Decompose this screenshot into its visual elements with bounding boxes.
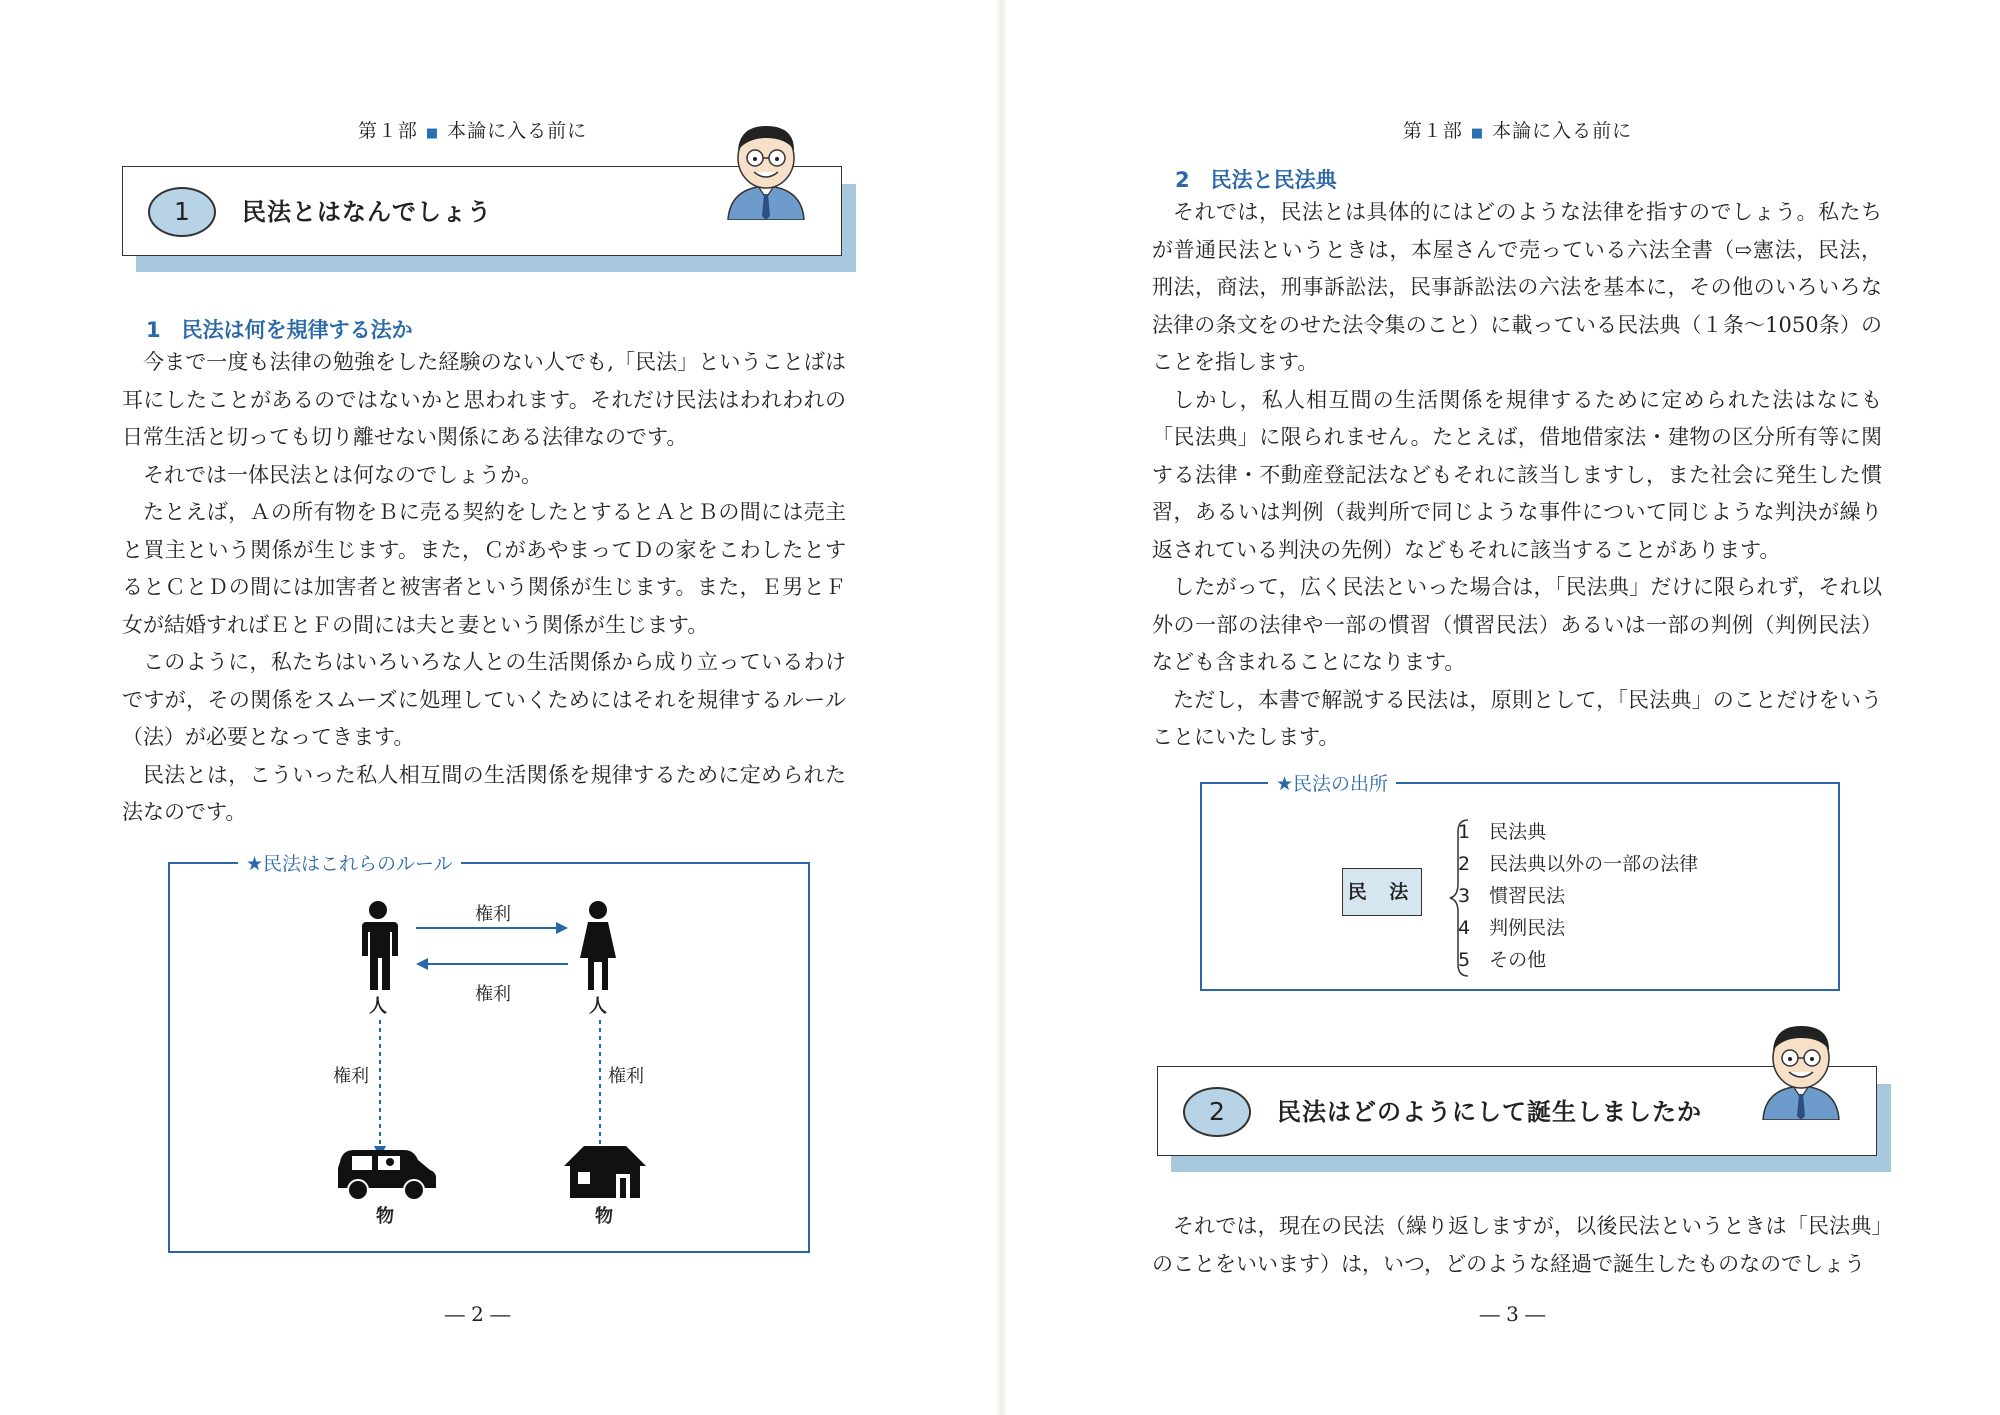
chapter-number: 1 [148,187,216,237]
sources-list [1458,816,1698,976]
paragraph: 民法とは，こういった私人相互間の生活関係を規律するために定められた法なのです。 [122,762,846,824]
right-label-bottom: 権利 [475,984,511,1005]
right-page [1005,0,2000,1415]
woman-icon [576,900,620,990]
chapter-title: 民法とはなんでしょう [242,198,492,226]
rules-figure [168,853,810,1253]
car-icon [334,1146,438,1202]
dashed-arrow-left [372,1020,388,1160]
square-bullet-icon: ■ [1470,126,1485,141]
paragraph: したがって，広く民法といった場合は，「民法典」だけに限られず，それ以外の一部の法律や一部の慣習（慣習民法）あるいは一部の判例（判例民法）なども含まれることになります。 [1152,575,1882,674]
chapter-intro [1152,1208,1882,1283]
person-label-left: 人 [369,996,387,1017]
teacher-mascot-icon [1755,1020,1847,1120]
left-page [0,0,995,1415]
running-head-part: 第１部 [1402,120,1463,142]
list-item: 4 判例民法 [1458,917,1566,939]
list-item: 2 民法典以外の一部の法律 [1458,853,1699,875]
paragraph: しかし，私人相互間の生活関係を規律するために定められた法はなにも「民法典」に限られません。たとえば，借地借家法・建物の区分所有等に関する法律・不動産登記法などもそれに該当しますし，また社会に発生した慣習，あるいは判例（裁判所で同じような事件について同じような判決が繰り返されている判決の先例）などもそれに該当することがあります。 [1152,387,1882,562]
thing-label-right: 物 [595,1206,613,1227]
paragraph: たとえば，Ａの所有物をＢに売る契約をしたとするとＡとＢの間には売主と買主という関係が生じます。また，ＣがあやまってＤの家をこわしたとするとＣとＤの間には加害者と被害者という関係が生じます。また，Ｅ男とＦ女が結婚すればＥとＦの間には夫と妻という関係が生じます。 [122,500,846,637]
teacher-mascot-icon [720,120,812,220]
minpo-box: 民 法 [1342,868,1422,916]
paragraph: それでは，民法とは具体的にはどのような法律を指すのでしょう。私たちが普通民法というときは，本屋さんで売っている六法全書（⇨憲法，民法，刑法，商法，刑事訴訟法，民事訴訟法の六法を基本に，その他のいろいろな法律の条文をのせた法令集のこと）に載っている民法典（１条〜1050条）のことを指します。 [1152,200,1882,374]
figure-label: ★民法はこれらのルール [238,849,461,876]
chapter-title: 民法はどのようにして誕生しましたか [1277,1098,1702,1126]
sources-box [1200,773,1840,991]
paragraph: それでは一体民法とは何なのでしょうか。 [143,462,542,487]
right-label-right-down: 権利 [608,1066,644,1087]
paragraph: ただし，本書で解説する民法は，原則として，「民法典」のことだけをいうことにいたします。 [1152,687,1882,749]
person-label-right: 人 [589,996,607,1017]
section-heading [146,314,413,344]
page-number: ― 2 ― [444,1302,511,1326]
body-text [122,344,846,832]
list-item: 3 慣習民法 [1458,885,1566,907]
chapter-number: 2 [1183,1087,1251,1137]
running-head-title: 本論に入る前に [1492,120,1633,142]
section-title: 民法と民法典 [1210,168,1337,192]
thing-label-left: 物 [376,1206,394,1227]
body-text [1152,194,1882,757]
list-item: 5 その他 [1458,949,1547,971]
paragraph: このように，私たちはいろいろな人との生活関係から成り立っているわけですが，その関係をスムーズに処理していくためにはそれを規律するルール（法）が必要となってきます。 [122,650,846,749]
running-head [0,116,970,143]
section-number: 1 [146,318,161,342]
right-label-top: 権利 [475,904,511,925]
running-head-part: 第１部 [357,120,418,142]
section-title: 民法は何を規律する法か [181,318,413,342]
section-heading [1175,164,1337,194]
house-icon [562,1142,648,1200]
paragraph: 今まで一度も法律の勉強をした経験のない人でも,「民法」ということばは耳にしたことがあるのではないかと思われます。それだけ民法はわれわれの日常生活と切っても切り離せない関係にある法律なのです。 [122,350,846,449]
right-label-left-down: 権利 [333,1066,369,1087]
man-icon [356,900,400,990]
section-number: 2 [1175,168,1190,192]
sources-label: ★民法の出所 [1268,769,1396,796]
dashed-arrow-right [592,1020,608,1160]
square-bullet-icon: ■ [425,126,440,141]
list-item: 1 民法典 [1458,821,1547,843]
paragraph: それでは，現在の民法（繰り返しますが，以後民法というときは「民法典」のことをいいます）は，いつ，どのような経過で誕生したものなのでしょう [1152,1214,1882,1276]
page-number: ― 3 ― [1479,1302,1546,1326]
running-head [1020,116,2000,143]
running-head-title: 本論に入る前に [447,120,588,142]
